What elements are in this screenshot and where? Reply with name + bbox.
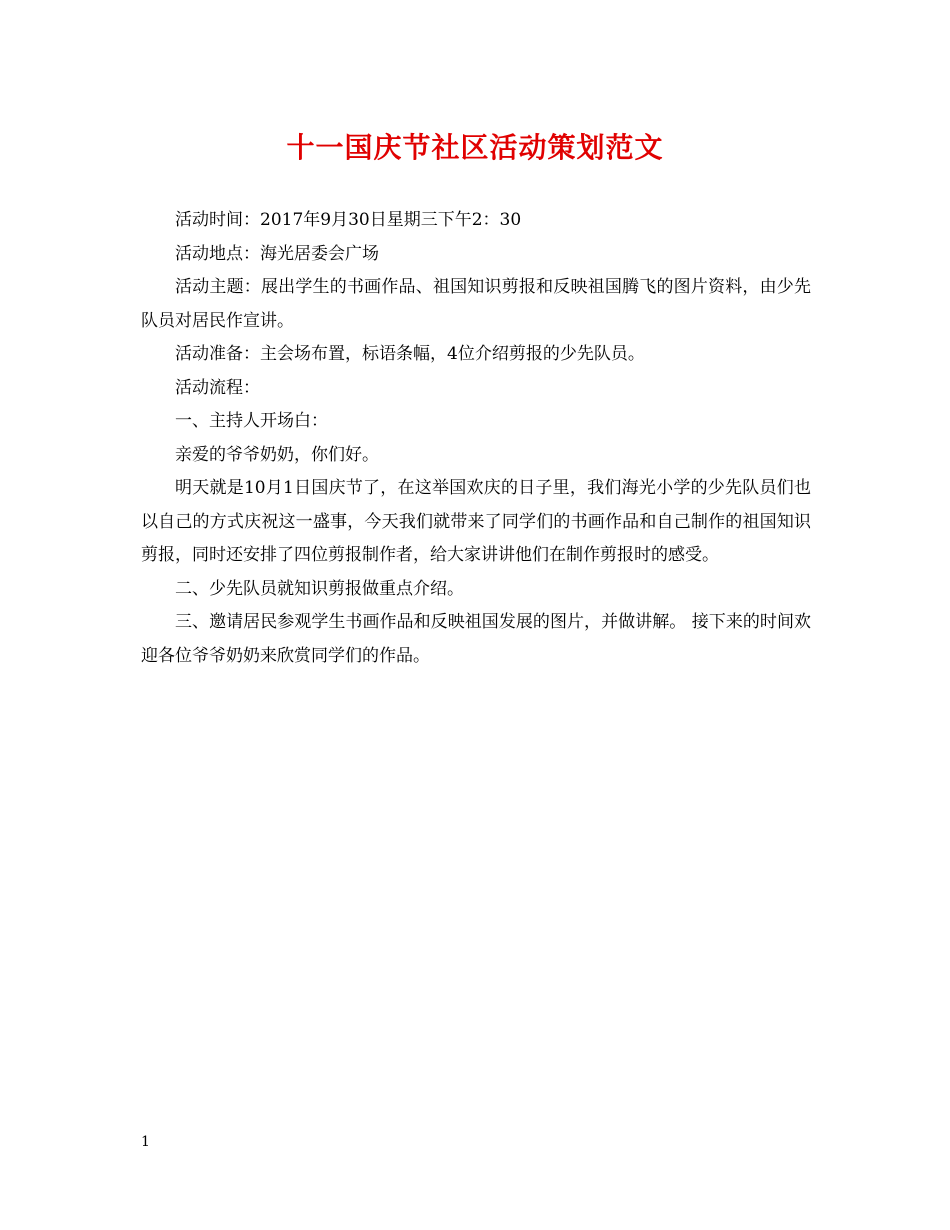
paragraph-activity-time: 活动时间：2017年9月30日星期三下午2：30 xyxy=(175,210,522,230)
paragraph-step-one: 一、主持人开场白： xyxy=(175,411,328,431)
page-number: 1 xyxy=(141,1134,150,1150)
paragraph-greeting: 亲爱的爷爷奶奶，你们好。 xyxy=(175,444,379,465)
paragraph-opening-speech: 明天就是10月1日国庆节了，在这举国欢庆的日子里，我们海光小学的少先队员们也以自己的方式庆祝这一盛事，今天我们就带来了同学们的书画作品和自己制作的祖国知识剪报，同时还安排了四位剪报制作者，给大家讲讲他们在制作剪报时的感受。 xyxy=(141,478,811,565)
document-title: 十一国庆节社区活动策划范文 xyxy=(286,131,664,164)
paragraph-step-two: 二、少先队员就知识剪报做重点介绍。 xyxy=(175,578,464,599)
paragraph-activity-preparation: 活动准备：主会场布置，标语条幅，4位介绍剪报的少先队员。 xyxy=(175,344,645,364)
paragraph-activity-theme: 活动主题：展出学生的书画作品、祖国知识剪报和反映祖国腾飞的图片资料，由少先队员对居民作宣讲。 xyxy=(141,277,811,331)
paragraph-step-three: 三、邀请居民参观学生书画作品和反映祖国发展的图片，并做讲解。 接下来的时间欢迎各位爷爷奶奶来欣赏同学们的作品。 xyxy=(141,612,811,666)
paragraph-activity-location: 活动地点：海光居委会广场 xyxy=(175,243,379,264)
document-body xyxy=(141,204,811,673)
paragraph-activity-process: 活动流程： xyxy=(175,377,260,398)
